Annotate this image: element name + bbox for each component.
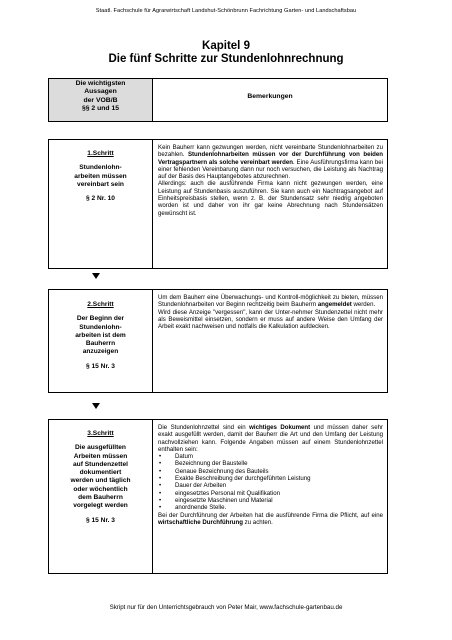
statement-line: arbeiten müssen bbox=[74, 172, 127, 180]
step-title: 1.Schritt bbox=[87, 150, 114, 157]
list-item: • Bezeichnung der Baustelle bbox=[159, 460, 248, 468]
page-header: Staatl. Fachschule für Agrarwirtschaft Landshut-Schönbrunn Fachrichtung Garten- und Landschaftsbau bbox=[95, 8, 357, 14]
statement-line: anzuzeigen bbox=[82, 348, 119, 356]
down-arrow-icon bbox=[92, 273, 100, 279]
vob-reference: § 15 Nr. 3 bbox=[86, 362, 115, 370]
table-header-left bbox=[49, 79, 153, 121]
vob-reference: § 2 Nr. 10 bbox=[86, 195, 115, 203]
statement-line: Die ausgefüllten bbox=[75, 444, 126, 452]
remark-text: Bei der Durchführung der Arbeiten hat die ausführende Firma die Pflicht, auf eine bbox=[158, 511, 383, 519]
remark-text: Wird diese Anzeige "vergessen", kann der Unter-nehmer Stundenzettel nicht mehr als Beweismittel einsetzen, sondern er muss auf andere Weise den Umfang der Arbeit exakt nachweisen und notfalls die Kalkulation aufdecken. bbox=[158, 308, 383, 331]
header-left-line: Aussagen bbox=[84, 88, 117, 96]
step-statement-1 bbox=[49, 140, 153, 268]
vob-reference: § 15 Nr. 3 bbox=[86, 516, 115, 524]
list-item: • Datum bbox=[159, 453, 193, 461]
step-statement-2 bbox=[49, 290, 153, 392]
bullet-icon: • bbox=[159, 482, 162, 490]
statement-line: werden und täglich bbox=[70, 477, 131, 485]
bullet-icon: • bbox=[159, 475, 162, 483]
statement-line: dem Bauherrn bbox=[78, 494, 123, 502]
remark-text: . Eine Ausführungsfirma kann bei einer fehlenden Vereinbarung dann nur noch versuchen, die Leistung als Nachtrag auf der Basis des Hauptangebotes abzurechnen. bbox=[158, 158, 383, 181]
step-remarks-3 bbox=[153, 420, 387, 573]
step-title: 3.Schritt bbox=[87, 430, 114, 437]
statement-line: vereinbart sein bbox=[77, 180, 124, 188]
step-box-1 bbox=[48, 139, 388, 269]
list-item: • anordnende Stelle. bbox=[159, 504, 227, 512]
statement-line: Stundenlohn- bbox=[79, 323, 122, 331]
header-left-line: Die wichtigsten bbox=[75, 80, 126, 87]
statement-line: Arbeiten müssen bbox=[73, 452, 128, 460]
required-fields-list bbox=[158, 453, 383, 511]
table-header-right bbox=[153, 79, 387, 121]
statement-line: Stundenlohn- bbox=[79, 164, 122, 172]
list-item: • Dauer der Arbeiten bbox=[159, 482, 227, 490]
step-remarks-2 bbox=[153, 290, 387, 392]
page-footer: Skript nur für den Unterrichtsgebrauch von Peter Mair, www.fachschule-gartenbau.de bbox=[109, 604, 343, 611]
bullet-icon: • bbox=[159, 467, 162, 475]
page-title bbox=[40, 40, 412, 66]
statement-line: Bauherrn bbox=[85, 340, 116, 348]
bullet-icon: • bbox=[159, 460, 162, 468]
step-box-3 bbox=[48, 419, 388, 574]
remark-emphasis: Stundenlohnarbeiten müssen vor der Durchführung von beiden Vertragspartnern als solche vereinbart werden bbox=[158, 151, 383, 166]
list-item: • Exakte Beschreibung der durchgeführten Leistung bbox=[159, 475, 311, 483]
remarks-header: Bemerkungen bbox=[247, 93, 293, 100]
header-left-line: der VOB/B bbox=[83, 96, 118, 104]
statement-line: vorgelegt werden bbox=[73, 502, 128, 510]
bullet-icon: • bbox=[159, 496, 162, 504]
step-remarks-1 bbox=[153, 140, 387, 268]
statement-line: oder wöchentlich bbox=[73, 485, 128, 493]
list-item: • eingesetztes Personal mit Qualifikation bbox=[159, 489, 281, 497]
list-item: • eingesetzte Maschinen und Material bbox=[159, 496, 273, 504]
remark-outro bbox=[158, 512, 383, 527]
step-title: 2.Schritt bbox=[87, 301, 114, 308]
remark-text: Kein Bauherr kann gezwungen werden, nicht vereinbarte Stundenlohnarbeiten zu bezahlen. bbox=[158, 144, 383, 159]
down-arrow-icon bbox=[92, 403, 100, 409]
remark-text: Die Stundenlohnzettel sind ein bbox=[158, 424, 250, 431]
remark-emphasis: wirtschaftliche Durchführung bbox=[158, 518, 243, 526]
remark-text: werden. bbox=[351, 301, 376, 309]
remark-emphasis: angemeldet bbox=[317, 301, 352, 309]
table-header bbox=[48, 78, 388, 122]
statement-line: Der Beginn der bbox=[76, 315, 125, 323]
bullet-icon: • bbox=[159, 504, 162, 512]
bullet-icon: • bbox=[159, 453, 162, 461]
remark-emphasis: wichtiges Dokument bbox=[249, 424, 311, 431]
remark-text: zu achten. bbox=[242, 518, 273, 526]
header-left-line: §§ 2 und 15 bbox=[81, 105, 120, 113]
list-item: • Genaue Bezeichnung des Bauteils bbox=[159, 467, 269, 475]
remark-intro bbox=[158, 424, 383, 453]
chapter-label: Kapitel 9 bbox=[202, 40, 250, 52]
step-statement-3 bbox=[49, 420, 153, 573]
remark-text: Allerdings: auch die ausführende Firma kann nicht gezwungen werden, eine Leistung auf Stundenbasis auszuführen. Sie kann auch ein Nachtragsangebot auf Einheitspreisbasis stellen, wenn z. B. der Stundensatz sehr niedrig angeboten worden ist und daher von ihr gar keine Abrechnung nach Stundensätzen gewünscht ist. bbox=[158, 180, 383, 217]
statement-line: auf Stundenzettel bbox=[73, 460, 128, 468]
remark-text: und müssen daher sehr exakt ausgefüllt werden, damit der Bauherr die Art und den Umfang der Leistung nachvollziehen kann. Folgende Angaben müssen auf einem Stundenlohnzettel enthalten sein: bbox=[158, 424, 383, 453]
bullet-icon: • bbox=[159, 489, 162, 497]
statement-line: arbeiten ist dem bbox=[75, 331, 126, 339]
chapter-title: Die fünf Schritte zur Stundenlohnrechnung bbox=[108, 53, 344, 65]
statement-line: dokumentiert bbox=[79, 469, 122, 477]
step-box-2 bbox=[48, 289, 388, 393]
remark-text: Um dem Bauherr eine Überwachungs- und Kontroll-möglichkeit zu bieten, müssen Stundenlohnarbeiten vor Beginn rechtzeitig beim Bauherrn bbox=[158, 294, 383, 309]
